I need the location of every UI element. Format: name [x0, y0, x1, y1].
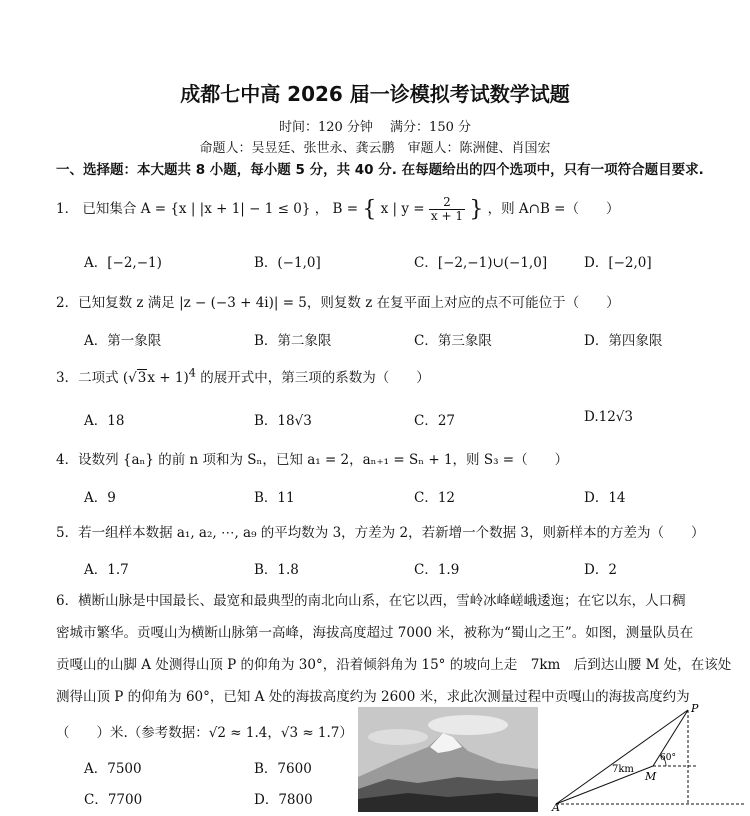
- q1-option-b: B．(−1,0]: [254, 255, 321, 271]
- q6-option-d: D．7800: [254, 792, 313, 808]
- fraction-numerator: 2: [429, 196, 465, 210]
- q4-option-a: A．9: [84, 490, 116, 506]
- q4-option-d: D．14: [584, 490, 626, 506]
- right-brace: }: [469, 197, 484, 223]
- binomial-term: x + 1): [147, 370, 189, 386]
- q1-option-c: C．[−2,−1)∪(−1,0]: [414, 255, 548, 271]
- q6-option-b: B．7600: [254, 761, 312, 777]
- line-a-m: [556, 766, 653, 804]
- q4-option-b: B．11: [254, 490, 295, 506]
- question-text: 二项式 (: [78, 370, 129, 386]
- q5-option-d: D．2: [584, 562, 617, 578]
- question-number: 3．: [56, 370, 79, 386]
- geometry-figure: [548, 700, 748, 812]
- q6-line-2: 密城市繁华。贡嘎山为横断山脉第一高峰，海拔高度超过 7000 米，被称为“蜀山之王”。如图，测量队员在: [56, 625, 694, 641]
- question-5: [56, 521, 704, 541]
- q3-option-c: C．27: [414, 413, 456, 429]
- page-title: 成都七中高 2026 届一诊模拟考试数学试题: [180, 82, 570, 106]
- fraction-denominator: x + 1: [430, 209, 464, 224]
- question-text: 已知复数 z 满足 |z − (−3 + 4i)| = 5，则复数 z 在复平面上对应的点不可能位于（ ）: [78, 295, 620, 311]
- label-angle: 60°: [660, 753, 676, 763]
- comma: ，: [314, 201, 329, 218]
- q3-option-d: D.12√3: [584, 409, 634, 425]
- q6-line-4: 测得山顶 P 的仰角为 60°，已知 A 处的海拔高度约为 2600 米，求此次测量过程中贡嘎山的海拔高度约为: [56, 689, 690, 705]
- q2-option-c: C．第三象限: [414, 333, 492, 349]
- triangle-diagram: [548, 700, 748, 812]
- q6-option-a: A．7500: [84, 761, 142, 777]
- question-number: 1．: [56, 201, 79, 218]
- label-p: P: [691, 702, 699, 715]
- question-text: 若一组样本数据 a₁, a₂, ⋯, a₉ 的平均数为 3，方差为 2，若新增一个数据 3，则新样本的方差为（ ）: [78, 525, 705, 541]
- time-info: 时间：120 分钟 满分：150 分: [278, 120, 472, 135]
- label-m: M: [645, 770, 657, 783]
- question-text: 已知集合: [82, 201, 141, 218]
- left-brace: {: [362, 197, 377, 223]
- section-heading: 一、选择题：本大题共 8 小题，每小题 5 分，共 40 分. 在每题给出的四个选项中，只有一项符合题目要求.: [56, 162, 704, 178]
- q5-option-b: B．1.8: [254, 562, 299, 578]
- q3-option-b: B．18√3: [254, 413, 312, 429]
- q6-option-c: C．7700: [84, 792, 143, 808]
- question-3: [56, 366, 430, 386]
- q2-option-b: B．第二象限: [254, 333, 332, 349]
- q1-option-a: A．[−2,−1): [84, 255, 162, 271]
- q4-option-c: C．12: [414, 490, 456, 506]
- authors-line: 命题人：吴昱廷、张世永、龚云鹏 审题人：陈洲健、肖国宏: [199, 141, 551, 156]
- question-2: [56, 291, 620, 311]
- q2-option-d: D．第四象限: [584, 333, 663, 349]
- question-4: [56, 448, 568, 468]
- question-1: [56, 196, 620, 223]
- q6-line-3: 贡嘎山的山脚 A 处测得山顶 P 的仰角为 30°，沿着倾斜角为 15° 的坡向上走 7km 后到达山腰 M 处，在该处: [56, 657, 732, 673]
- mountain-illustration: [358, 707, 538, 812]
- q3-option-a: A．18: [84, 413, 125, 429]
- set-b-lhs: x | y =: [380, 201, 425, 218]
- question-tail: 的展开式中，第三项的系数为（ ）: [195, 370, 430, 386]
- question-text: 设数列 {aₙ} 的前 n 项和为 Sₙ，已知 a₁ = 2，aₙ₊₁ = Sₙ + 1，则 S₃ =（ ）: [78, 452, 569, 468]
- question-number: 2．: [56, 295, 79, 311]
- fraction: [429, 196, 465, 223]
- q1-option-d: D．[−2,0]: [584, 255, 652, 271]
- radicand: 3: [137, 370, 147, 386]
- q2-option-a: A．第一象限: [84, 333, 162, 349]
- q5-option-c: C．1.9: [414, 562, 460, 578]
- set-a: A = {x | |x + 1| − 1 ≤ 0}: [140, 201, 311, 218]
- label-a: A: [552, 801, 560, 812]
- question-number: 5．: [56, 525, 79, 541]
- radical-sign: √: [128, 370, 137, 386]
- label-distance: 7km: [612, 764, 634, 775]
- q6-line-1: 6．横断山脉是中国最长、最宽和最典型的南北向山系，在它以西，雪岭冰峰嵯峨逶迤；在它以东，人口稠: [56, 593, 686, 609]
- q6-line-5: （ ）米.（参考数据：√2 ≈ 1.4，√3 ≈ 1.7）: [56, 725, 353, 741]
- set-b-prefix: B =: [332, 201, 363, 218]
- question-number: 4．: [56, 452, 79, 468]
- mountain-photo: [358, 707, 538, 812]
- question-tail: ，则 A∩B =（ ）: [487, 201, 620, 218]
- exponent: 4: [188, 366, 196, 380]
- q5-option-a: A．1.7: [84, 562, 129, 578]
